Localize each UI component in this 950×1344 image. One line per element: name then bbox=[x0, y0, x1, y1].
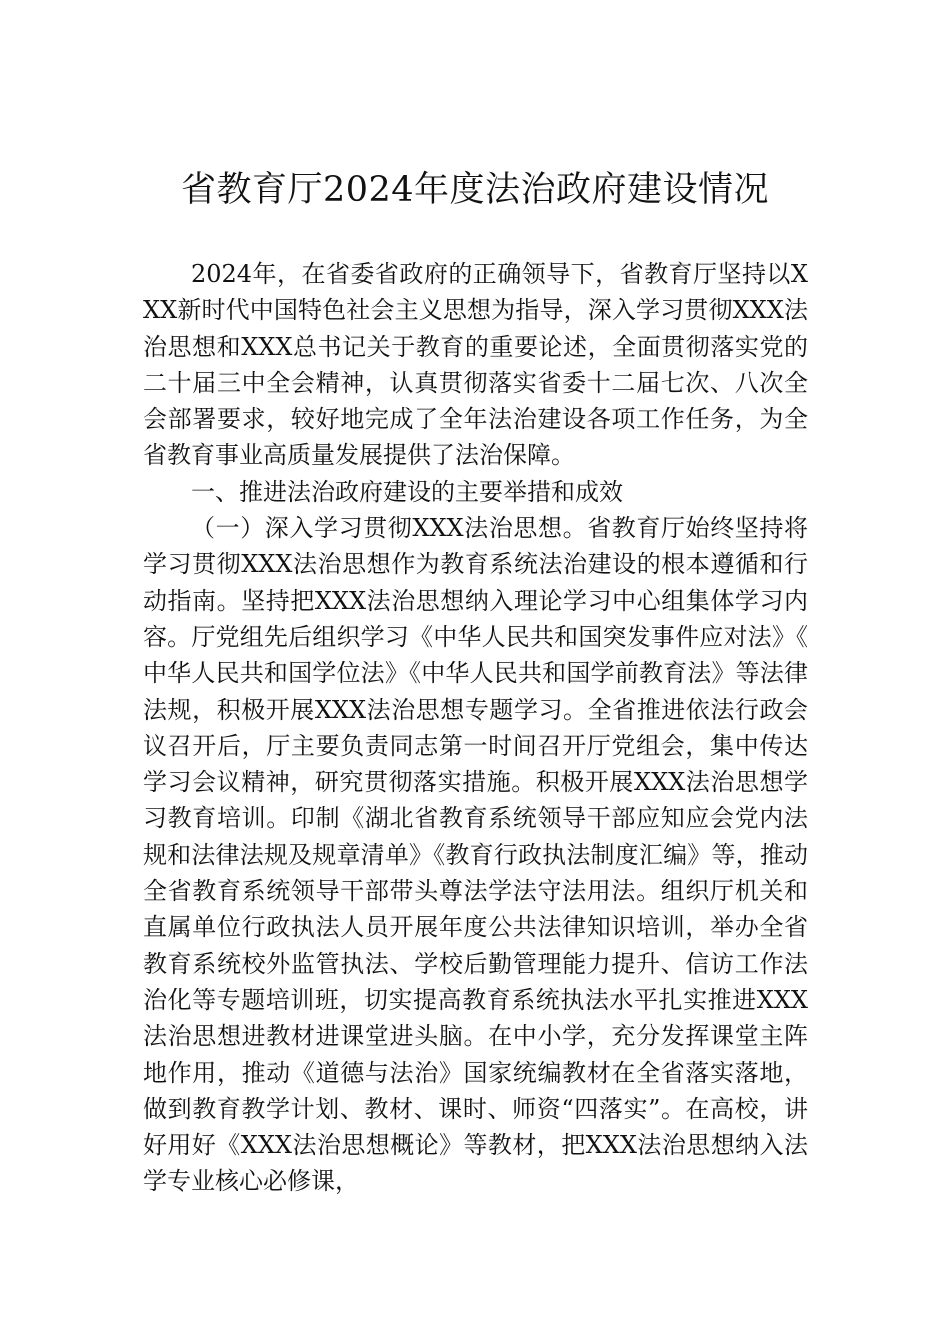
subsection-paragraph-1: （一）深入学习贯彻XXX法治思想。省教育厅始终坚持将学习贯彻XXX法治思想作为教育系统法治建设的根本遵循和行动指南。坚持把XXX法治思想纳入理论学习中心组集体学习内容。厅党组先后组织学习《中华人民共和国突发事件应对法》《中华人民共和国学位法》《中华人民共和国学前教育法》等法律法规，积极开展XXX法治思想专题学习。全省推进依法行政会议召开后，厅主要负责同志第一时间召开厅党组会，集中传达学习会议精神，研究贯彻落实措施。积极开展XXX法治思想学习教育培训。印制《湖北省教育系统领导干部应知应会党内法规和法律法规及规章清单》《教育行政执法制度汇编》等，推动全省教育系统领导干部带头尊法学法守法用法。组织厅机关和直属单位行政执法人员开展年度公共法律知识培训，举办全省教育系统校外监管执法、学校后勤管理能力提升、信访工作法治化等专题培训班，切实提高教育系统执法水平扎实推进XXX法治思想进教材进课堂进头脑。在中小学，充分发挥课堂主阵地作用，推动《道德与法治》国家统编教材在全省落实落地，做到教育教学计划、教材、课时、师资“四落实”。在高校，讲好用好《XXX法治思想概论》等教材，把XXX法治思想纳入法学专业核心必修课， bbox=[143, 514, 808, 1196]
document-title: 省教育厅2024年度法治政府建设情况 bbox=[180, 170, 770, 210]
intro-paragraph: 2024年，在省委省政府的正确领导下，省教育厅坚持以XXX新时代中国特色社会主义思想为指导，深入学习贯彻XXX法治思想和XXX总书记关于教育的重要论述，全面贯彻落实党的二十届三中全会精神，认真贯彻落实省委十二届七次、八次全会部署要求，较好地完成了全年法治建设各项工作任务，为全省教育事业高质量发展提供了法治保障。 bbox=[143, 260, 808, 470]
section-heading-1: 一、推进法治政府建设的主要举措和成效 bbox=[191, 477, 623, 506]
document-body bbox=[143, 256, 808, 1200]
